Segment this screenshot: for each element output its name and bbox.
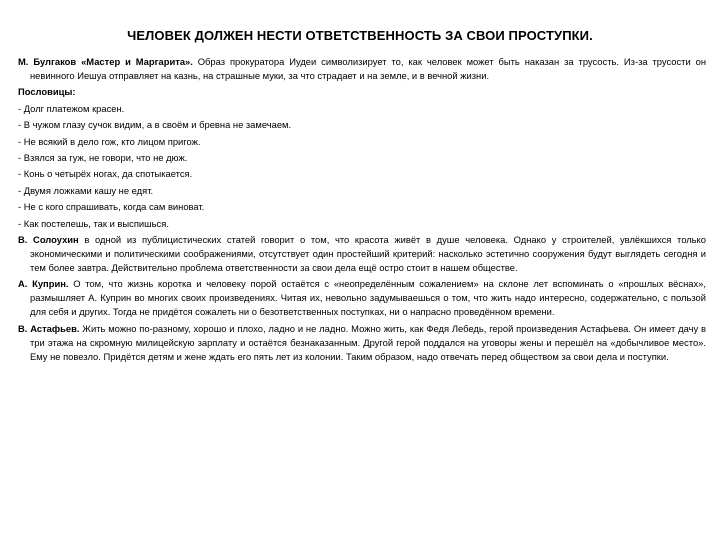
proverb-item: - Долг платежом красен. [18, 102, 125, 114]
author-soloukhin: В. Солоухин [18, 233, 79, 245]
author-kuprin: А. Куприн. [18, 278, 69, 290]
paragraph-soloukhin [18, 233, 706, 275]
proverb-item: - В чужом глазу сучок видим, а в своём и бревна не замечаем. [18, 119, 292, 131]
proverb-item: - Как постелешь, так и выспишься. [18, 217, 169, 229]
proverbs-list [18, 102, 706, 231]
text-kuprin: О том, что жизнь коротка и человеку порой остаётся с «неопределённым сожалением» на склоне лет вспоминать о «прошлых вёснах», размышляет А. Куприн во многих своих произведениях. Читая их, невольно задумываешься о том, что жить надо интересно, содержательно, с пользой для себя и других. Тогда не придётся сожалеть ни о безответственных поступках, ни о напрасно проведённом времени. [30, 278, 706, 318]
proverb-item: - Не с кого спрашивать, когда сам виноват. [18, 201, 205, 213]
page-title: ЧЕЛОВЕК ДОЛЖЕН НЕСТИ ОТВЕТСТВЕННОСТЬ ЗА СВОИ ПРОСТУПКИ. [127, 28, 593, 43]
paragraph-kuprin [18, 277, 706, 319]
document-body [18, 55, 706, 366]
author-astafiev: В. Астафьев. [18, 322, 80, 334]
proverbs-heading: Пословицы: [18, 86, 76, 98]
proverb-item: - Взялся за гуж, не говори, что не дюж. [18, 151, 188, 163]
author-bulgakov: М. Булгаков «Мастер и Маргарита». [18, 56, 193, 67]
text-soloukhin: в одной из публицистических статей говорит о том, что красота живёт в душе человека. Однако у строителей, увлёкшихся только экономическими и политическими соображениями, отсутствует один простейший критерий: насколько эстетично сооружения будут выглядеть сегодня и тем более завтра. Действительно проблема ответственности за свои дела ещё остро стоит в нашем обществе. [30, 233, 706, 273]
proverb-item: - Конь о четырёх ногах, да спотыкается. [18, 168, 193, 180]
paragraph-astafiev [18, 322, 706, 364]
paragraph-bulgakov [18, 55, 706, 83]
text-bulgakov: Образ прокуратора Иудеи символизирует то, как человек может быть наказан за трусость. Из-за трусости он невинного Иешуа отправляет на казнь, на страшные муки, за что страдает и на земле, и в вечной жизни. [30, 56, 706, 81]
text-astafiev: Жить можно по-разному, хорошо и плохо, ладно и не ладно. Можно жить, как Федя Лебедь, герой произведения Астафьева. Он имеет дачу в три этажа на скромную милицейскую зарплату и остаётся безнаказанным. Другой герой поддался на уговоры жены и перешёл на «добычливое место». Ему не повезло. Придётся детям и жене ждать его пять лет из колонии. Таким образом, надо отвечать перед обществом за свои дела и поступки. [30, 322, 706, 362]
proverb-item: - Двумя ложками кашу не едят. [18, 184, 154, 196]
proverb-item: - Не всякий в дело гож, кто лицом пригож. [18, 135, 201, 147]
